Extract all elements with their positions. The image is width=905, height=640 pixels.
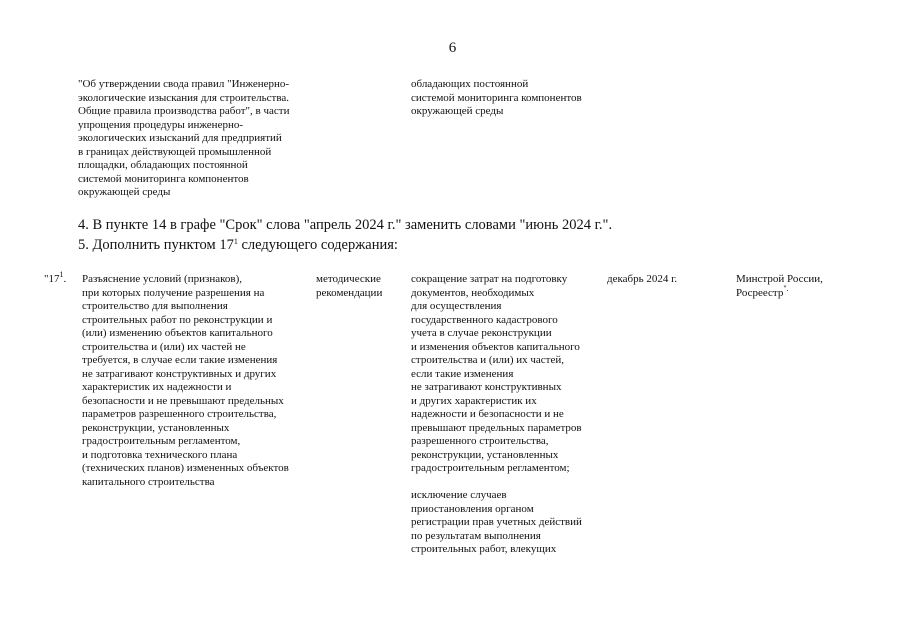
text-line: превышают предельных параметров: [411, 421, 582, 434]
text-line: не затрагивают конструктивных: [411, 381, 562, 393]
text-line: строительства и (или) их частей,: [411, 354, 565, 366]
instruction-text: следующего содержания:: [237, 237, 398, 253]
text-line: строительных работ по реконструкции и: [82, 313, 273, 326]
instruction-text: 5. Дополнить пунктом 17: [78, 237, 234, 253]
text-line: "Об утверждении свода правил "Инженерно-: [78, 78, 290, 90]
text-line: исключение случаев: [411, 489, 507, 501]
text-line: [736, 283, 823, 301]
text-line: характеристик их надежности и: [82, 381, 232, 393]
text-line: капитального строительства: [82, 475, 215, 488]
text-line: обладающих постоянной: [411, 78, 529, 90]
text-line: окружающей среды: [411, 105, 504, 117]
text-line: и изменения объектов капитального: [411, 340, 580, 353]
superscript: 1: [59, 270, 64, 279]
text-line: безопасности и не превышают предельных: [82, 394, 284, 407]
text-line: в границах действующей промышленной: [78, 145, 272, 158]
text-line: градостроительным регламентом;: [411, 462, 570, 474]
row-number-suffix: .: [63, 273, 67, 285]
text-line: приостановления органом: [411, 502, 534, 515]
text-line: (технических планов) измененных объектов: [82, 462, 289, 474]
text-line: упрощения процедуры инженерно-: [78, 118, 243, 131]
text-line: реконструкции, установленных: [411, 448, 559, 461]
text-line: реконструкции, установленных: [82, 421, 230, 434]
text-line: методические: [316, 273, 381, 285]
page-number: 6: [448, 40, 457, 56]
text-line: сокращение затрат на подготовку: [411, 273, 568, 285]
instruction-item-4: 4. В пункте 14 в графе "Срок" слова "апрель 2024 г." заменить словами "июнь 2024 г.".: [78, 217, 613, 233]
paragraph-gap: [411, 476, 582, 490]
text-line: документов, необходимых: [411, 286, 535, 299]
text-line: надежности и безопасности и не: [411, 408, 564, 420]
prev-row-event: [78, 78, 289, 200]
text-line: требуется, в случае если такие изменения: [82, 354, 278, 366]
text-line: государственного кадастрового: [411, 313, 558, 326]
text-line: рекомендации: [316, 286, 383, 299]
row-doc-type: [316, 273, 382, 300]
row-deadline: декабрь 2024 г.: [607, 273, 678, 285]
row-result: [411, 273, 582, 557]
row-responsible: [736, 273, 823, 300]
text-line: экологические изыскания для строительства.: [78, 91, 290, 104]
row-number: [44, 270, 67, 287]
superscript: 1: [233, 237, 238, 246]
text-line: системой мониторинга компонентов: [411, 91, 582, 104]
text-line: учета в случае реконструкции: [411, 327, 552, 339]
text-line: строительства и (или) их частей не: [82, 340, 246, 353]
text-line: для осуществления: [411, 300, 502, 312]
text-line: параметров разрешенного строительства,: [82, 408, 277, 420]
text-line: и подготовка технического плана: [82, 448, 238, 461]
closing-quote-superscript: ".: [783, 283, 789, 293]
text-line: по результатам выполнения: [411, 529, 541, 542]
text-line: (или) изменению объектов капитального: [82, 327, 273, 339]
row-event: [82, 273, 289, 489]
row-number-prefix: "17: [44, 273, 60, 285]
text-line: не затрагивают конструктивных и других: [82, 367, 277, 380]
text-line: и других характеристик их: [411, 394, 537, 407]
text-line: разрешенного строительства,: [411, 435, 549, 447]
text-line: системой мониторинга компонентов: [78, 172, 249, 185]
prev-row-result: [411, 78, 582, 119]
text-line: строительство для выполнения: [82, 300, 228, 312]
text-line: строительных работ, влекущих: [411, 543, 557, 555]
text-line: если такие изменения: [411, 367, 514, 380]
text-line: регистрации прав учетных действий: [411, 516, 582, 528]
responsible-agency: Росреестр: [736, 286, 784, 299]
text-line: градостроительным регламентом,: [82, 435, 241, 447]
text-line: окружающей среды: [78, 186, 171, 198]
text-line: Разъяснение условий (признаков),: [82, 273, 242, 285]
instruction-item-5: [78, 236, 398, 255]
text-line: при которых получение разрешения на: [82, 286, 265, 299]
text-line: экологических изысканий для предприятий: [78, 132, 282, 144]
text-line: площадки, обладающих постоянной: [78, 159, 248, 171]
text-line: Минстрой России,: [736, 273, 823, 285]
text-line: Общие правила производства работ", в части: [78, 105, 290, 117]
